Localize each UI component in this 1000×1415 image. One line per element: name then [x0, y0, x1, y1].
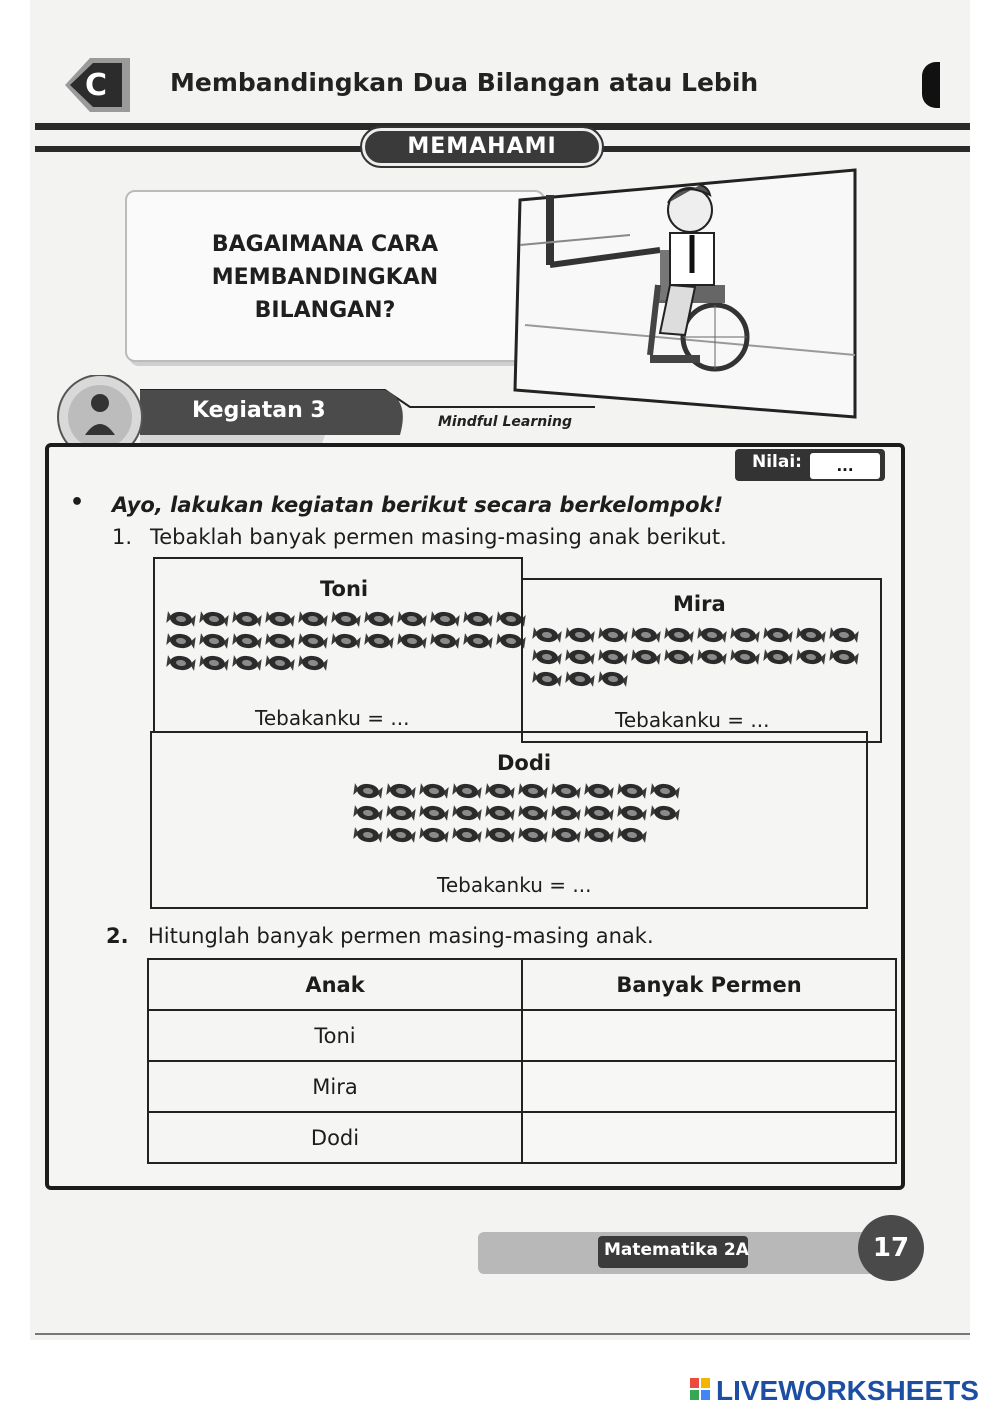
candy	[199, 610, 229, 628]
toni-cell	[153, 557, 523, 733]
candy	[617, 782, 647, 800]
table-row	[148, 1061, 896, 1112]
speech-question: BAGAIMANA CARA MEMBANDINGKAN BILANGAN?	[211, 232, 439, 323]
candy	[397, 610, 427, 628]
candy	[463, 632, 493, 650]
candy	[551, 826, 581, 844]
candy	[463, 610, 493, 628]
candy	[829, 626, 859, 644]
header-banyak-permen: Banyak Permen	[522, 959, 896, 1010]
candy	[532, 648, 562, 666]
answer-dodi-input[interactable]	[522, 1112, 896, 1163]
memahami-label: MEMAHAMI	[362, 128, 602, 166]
candy	[199, 654, 229, 672]
page-edge-tab	[922, 62, 940, 108]
candy	[452, 782, 482, 800]
candy	[829, 648, 859, 666]
candy	[298, 610, 328, 628]
candy	[298, 632, 328, 650]
question-1-text: Tebaklah banyak permen masing-masing anak berikut.	[150, 525, 727, 549]
page-bottom-line	[35, 1333, 970, 1335]
candy	[485, 826, 515, 844]
mira-name: Mira	[673, 592, 726, 616]
question-1-number: 1.	[112, 525, 133, 549]
candy	[730, 648, 760, 666]
candy	[353, 782, 383, 800]
question-2-number: 2.	[106, 924, 129, 948]
candy	[565, 626, 595, 644]
candy	[265, 654, 295, 672]
candy	[532, 626, 562, 644]
toni-guess-input[interactable]: Tebakanku = ...	[255, 706, 410, 730]
candy	[617, 804, 647, 822]
candy	[353, 826, 383, 844]
candy	[518, 826, 548, 844]
mira-guess-input[interactable]: Tebakanku = ...	[615, 708, 770, 732]
candy	[730, 626, 760, 644]
header-anak: Anak	[148, 959, 522, 1010]
liveworksheets-logo-icon	[690, 1378, 712, 1402]
candy	[199, 632, 229, 650]
answer-mira-input[interactable]	[522, 1061, 896, 1112]
candy	[364, 632, 394, 650]
row-name-dodi: Dodi	[148, 1112, 522, 1163]
row-name-mira: Mira	[148, 1061, 522, 1112]
candy	[386, 782, 416, 800]
candy	[430, 632, 460, 650]
candy	[166, 654, 196, 672]
liveworksheets-watermark: LIVEWORKSHEETS	[716, 1375, 979, 1406]
count-table	[147, 958, 897, 1164]
mindful-learning-label: Mindful Learning	[438, 414, 572, 430]
candy	[598, 648, 628, 666]
candy	[331, 632, 361, 650]
candy	[353, 804, 383, 822]
candy	[364, 610, 394, 628]
candy	[518, 782, 548, 800]
book-title: Matematika 2A	[604, 1240, 749, 1260]
candy	[650, 782, 680, 800]
candy	[697, 626, 727, 644]
candy	[452, 826, 482, 844]
candy	[664, 648, 694, 666]
candy	[430, 610, 460, 628]
dodi-cell	[150, 731, 868, 909]
candy	[631, 648, 661, 666]
candy	[331, 610, 361, 628]
activity-instruction: Ayo, lakukan kegiatan berikut secara berkelompok!	[112, 493, 724, 517]
question-1	[112, 525, 727, 549]
question-2-text: Hitunglah banyak permen masing-masing anak.	[148, 924, 654, 948]
candy	[386, 804, 416, 822]
candy	[232, 654, 262, 672]
candy	[584, 782, 614, 800]
candy	[584, 804, 614, 822]
candy	[386, 826, 416, 844]
candy	[419, 804, 449, 822]
table-row	[148, 1112, 896, 1163]
section-title: Membandingkan Dua Bilangan atau Lebih	[170, 68, 759, 97]
candy	[598, 626, 628, 644]
candy	[232, 632, 262, 650]
question-2	[100, 924, 654, 948]
candy	[265, 632, 295, 650]
dodi-name: Dodi	[497, 751, 552, 775]
table-row	[148, 1010, 896, 1061]
candy	[796, 648, 826, 666]
candy	[565, 648, 595, 666]
candy	[452, 804, 482, 822]
nilai-label: Nilai:	[752, 452, 802, 472]
candy	[697, 648, 727, 666]
toni-name: Toni	[320, 577, 369, 601]
page-number: 17	[858, 1215, 924, 1281]
candy	[419, 826, 449, 844]
candy	[485, 782, 515, 800]
nilai-input[interactable]: ...	[810, 453, 880, 479]
candy	[650, 804, 680, 822]
dodi-candies	[350, 781, 690, 876]
candy	[518, 804, 548, 822]
count-table-header	[148, 959, 896, 1010]
candy	[551, 782, 581, 800]
candy	[617, 826, 647, 844]
candy	[397, 632, 427, 650]
candy	[598, 670, 628, 688]
candy	[419, 782, 449, 800]
candy	[232, 610, 262, 628]
candy	[551, 804, 581, 822]
section-badge-icon	[60, 55, 130, 115]
kegiatan-label: Kegiatan 3	[192, 398, 326, 423]
candy	[565, 670, 595, 688]
candy	[584, 826, 614, 844]
bullet-icon: •	[70, 490, 85, 515]
candy	[166, 610, 196, 628]
candy	[763, 648, 793, 666]
dodi-guess-input[interactable]: Tebakanku = ...	[437, 873, 592, 897]
candy	[166, 632, 196, 650]
section-badge-letter: C	[84, 68, 108, 103]
candy	[664, 626, 694, 644]
candy	[298, 654, 328, 672]
candy	[763, 626, 793, 644]
candy	[265, 610, 295, 628]
answer-toni-input[interactable]	[522, 1010, 896, 1061]
mira-candies	[529, 625, 879, 700]
row-name-toni: Toni	[148, 1010, 522, 1061]
mira-cell	[521, 578, 882, 743]
candy	[796, 626, 826, 644]
candy	[485, 804, 515, 822]
candy	[532, 670, 562, 688]
candy	[631, 626, 661, 644]
toni-candies	[163, 609, 523, 684]
